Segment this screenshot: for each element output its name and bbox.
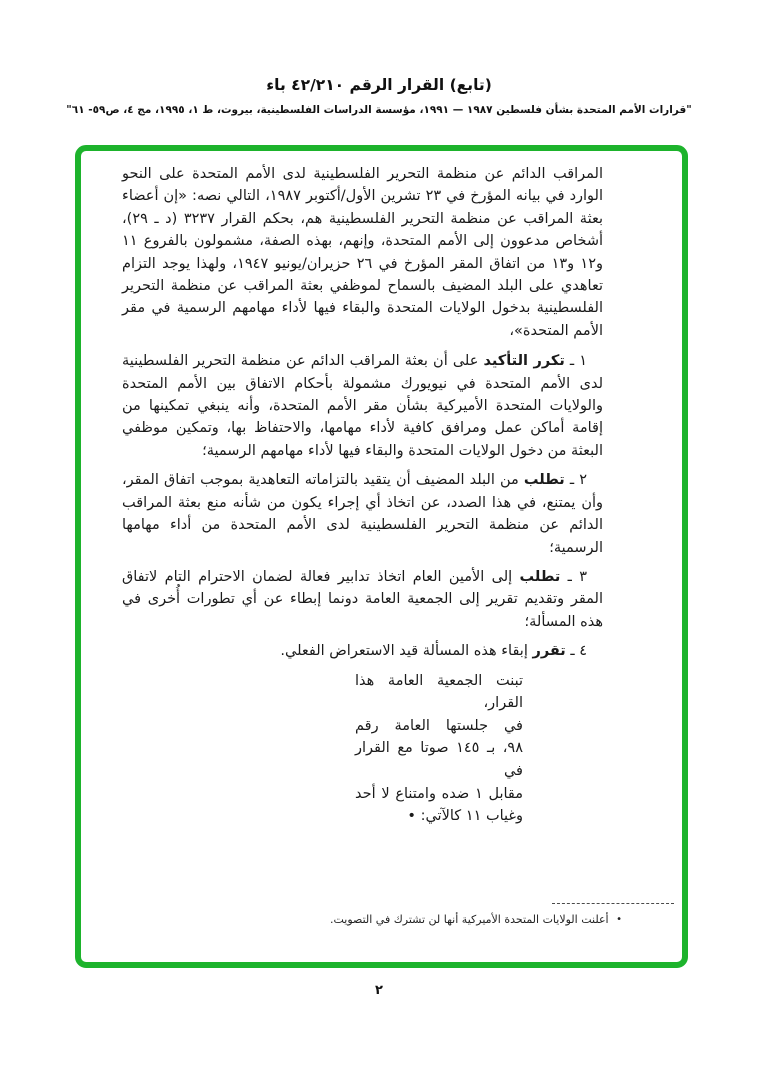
footnote-text: أعلنت الولايات المتحدة الأميركية أنها لن تشترك في التصويت.	[329, 913, 609, 926]
opening-paragraph: المراقب الدائم عن منظمة التحرير الفلسطينية لدى الأمم المتحدة على النحو الوارد في بيانه المؤرخ في ٢٣ تشرين الأول/أكتوبر ١٩٨٧، التالي نصه: «إن أعضاء بعثة المراقب عن منظمة التحرير الفلسطينية هم، بحكم القرار ٣٢٣٧ (د ـ ٢٩)، أشخاص مدعوون إلى الأمم المتحدة، وإنهم، بهذه الصفة، مشمولون بالفروع ١١ و١٢ و١٣ من اتفاق المقر المؤرخ في ٢٦ حزيران/يونيو ١٩٤٧، ولهذا يوجد التزام تعاهدي على البلد المضيف بالسماح لموظفي بعثة المراقب عن منظمة التحرير الفلسطينية بدخول الولايات المتحدة والبقاء فيها لأداء مهامهم الرسمية في مقر الأمم المتحدة»،	[122, 166, 603, 339]
resolution-clause	[122, 350, 603, 462]
clause-lead-word: تقرر	[532, 643, 566, 660]
citation-line: "قرارات الأمم المتحدة بشأن فلسطين ١٩٨٧ — ١٩٩١، مؤسسة الدراسات الفلسطينية، بيروت، ط ١، ١٩٩٥، مج ٤، ص٥٩- ٦١"	[66, 104, 692, 116]
clause-text: إبقاء هذه المسألة قيد الاستعراض الفعلي.	[280, 643, 528, 660]
clause-text: على أن بعثة المراقب الدائم عن منظمة التحرير الفلسطينية لدى الأمم المتحدة في نيويورك مشمولة بأحكام الاتفاق بين الأمم المتحدة والولايات المتحدة الأميركية بشأن مقر الأمم المتحدة، وأنه ينبغي تمكينها من إقامة أماكن عمل ومرافق كافية لأداء مهامها، والاحتفاظ بها، وتمكين موظفي البعثة من دخول الولايات المتحدة والبقاء فيها لأداء مهامهم الرسمية؛	[122, 353, 603, 459]
adoption-note	[355, 670, 523, 828]
footnote-marker: •	[616, 914, 622, 925]
adoption-note-line: مقابل ١ ضده وامتناع لا أحد	[355, 785, 523, 802]
page-title: (تابع) القرار الرقم ٤٢/٢١٠ باء	[266, 76, 492, 94]
clause-number: ٣ ـ	[560, 568, 587, 585]
clause-text: إلى الأمين العام اتخاذ تدابير فعالة لضمان الاحترام التام لاتفاق المقر وتقديم تقرير إلى الجمعية العامة دونما إبطاء عن أي تطورات أُخرى في هذه المسألة؛	[122, 568, 603, 630]
clause-lead-word: تكرر التأكيد	[483, 353, 565, 370]
clause-number: ٢ ـ	[564, 472, 587, 489]
footnote	[292, 912, 622, 927]
adoption-note-line: في جلستها العامة رقم	[355, 717, 523, 734]
adoption-note-line: وغياب ١١ كالآتي: •	[407, 808, 523, 825]
page-number: ٢	[375, 983, 383, 998]
adoption-note-line: تبنت الجمعية العامة هذا القرار،	[355, 672, 523, 712]
footnote-separator	[552, 903, 674, 904]
clause-lead-word: تطلب	[519, 568, 561, 585]
adoption-note-line: ٩٨، بـ ١٤٥ صوتا مع القرار في	[355, 740, 523, 779]
resolution-clause	[122, 469, 603, 559]
clause-lead-word: تطلب	[523, 472, 565, 489]
clause-text: من البلد المضيف أن يتقيد بالتزاماته التعاهدية بموجب اتفاق المقر، وأن يمتنع، في هذا الصدد، عن اتخاذ أي إجراء يكون من شأنه منع بعثة المراقب الدائم عن منظمة التحرير الفلسطينية لدى الأمم المتحدة من أداء مهامها الرسمية؛	[122, 472, 603, 556]
clause-list	[122, 350, 603, 662]
highlight-frame	[75, 145, 688, 968]
resolution-clause	[122, 566, 603, 633]
clause-number: ٤ ـ	[565, 643, 587, 660]
clause-number: ١ ـ	[564, 353, 588, 370]
resolution-clause	[122, 640, 603, 662]
resolution-text	[122, 163, 603, 828]
